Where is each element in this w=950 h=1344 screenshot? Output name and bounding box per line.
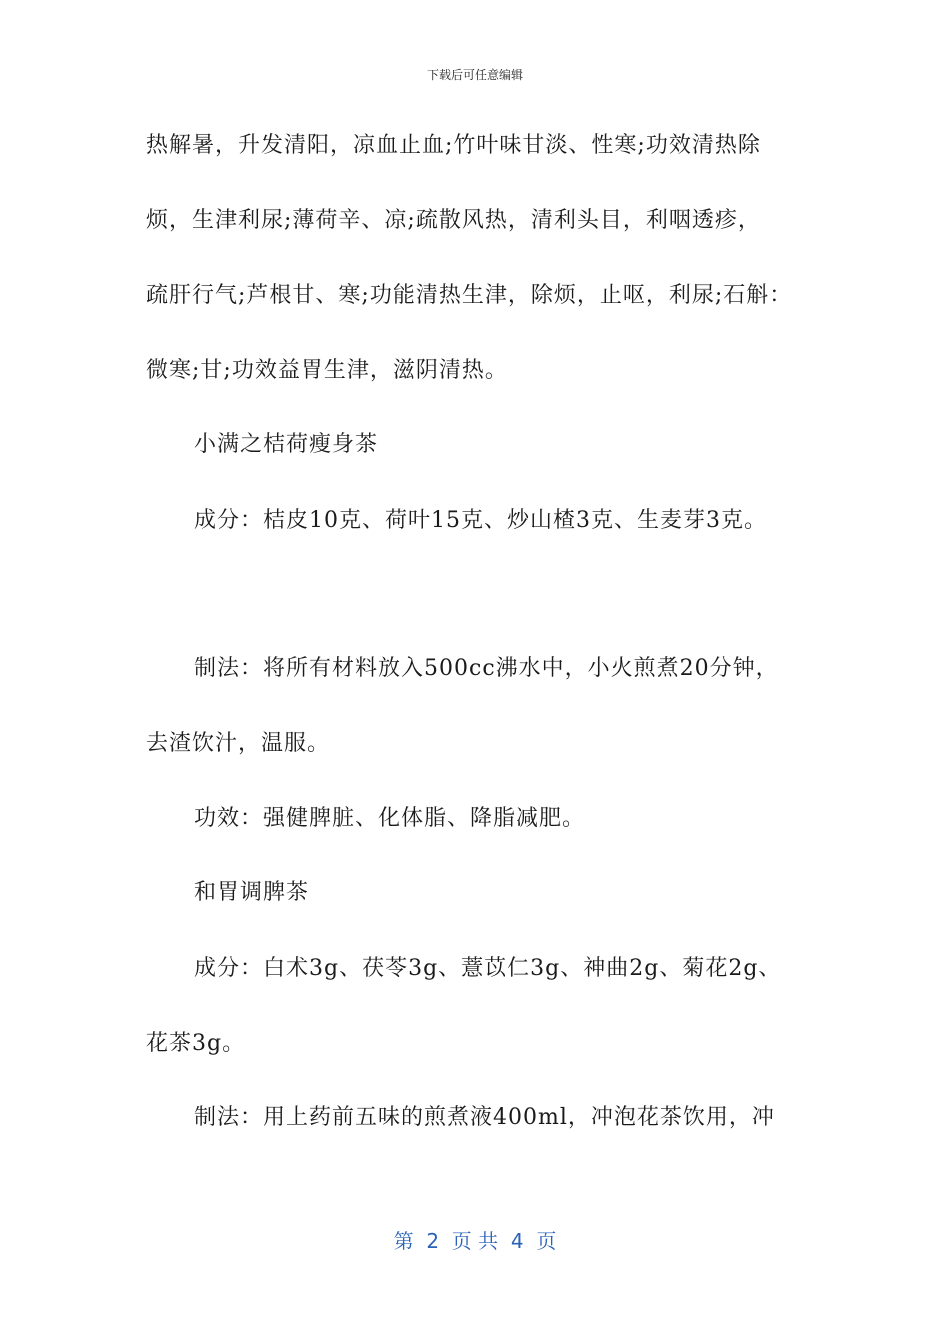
effect-tea-1: 功效：强健脾脏、化体脂、降脂减肥。 (194, 806, 586, 831)
ingredients-tea-2: 成分：白术3g、茯苓3g、薏苡仁3g、神曲2g、菊花2g、 (194, 956, 782, 981)
page-footer: 第 2 页 共 4 页 (393, 1229, 557, 1253)
method-tea-1: 制法：将所有材料放入500cc沸水中，小火煎煮20分钟， (194, 656, 779, 681)
method-tea-2: 制法：用上药前五味的煎煮液400ml，冲泡花茶饮用，冲 (194, 1105, 775, 1130)
page-header: 下载后可任意编辑 (426, 68, 523, 82)
body-line-3: 疏肝行气;芦根甘、寒;功能清热生津，除烦，止呕，利尿;石斛： (146, 283, 793, 308)
section-title-tea-2: 和胃调脾茶 (194, 880, 310, 905)
body-line-4: 微寒;甘;功效益胃生津，滋阴清热。 (146, 358, 508, 383)
section-title-tea-1: 小满之桔荷瘦身茶 (194, 432, 379, 457)
body-line-1: 热解暑，升发清阳，凉血止血;竹叶味甘淡、性寒;功效清热除 (146, 133, 761, 158)
ingredients-tea-1: 成分：桔皮10克、荷叶15克、炒山楂3克、生麦芽3克。 (194, 508, 767, 533)
body-line-2: 烦，生津利尿;薄荷辛、凉;疏散风热，清利头目，利咽透疹， (146, 208, 761, 233)
method-tea-1-cont: 去渣饮汁，温服。 (146, 731, 331, 756)
ingredients-tea-2-cont: 花茶3g。 (146, 1031, 246, 1056)
